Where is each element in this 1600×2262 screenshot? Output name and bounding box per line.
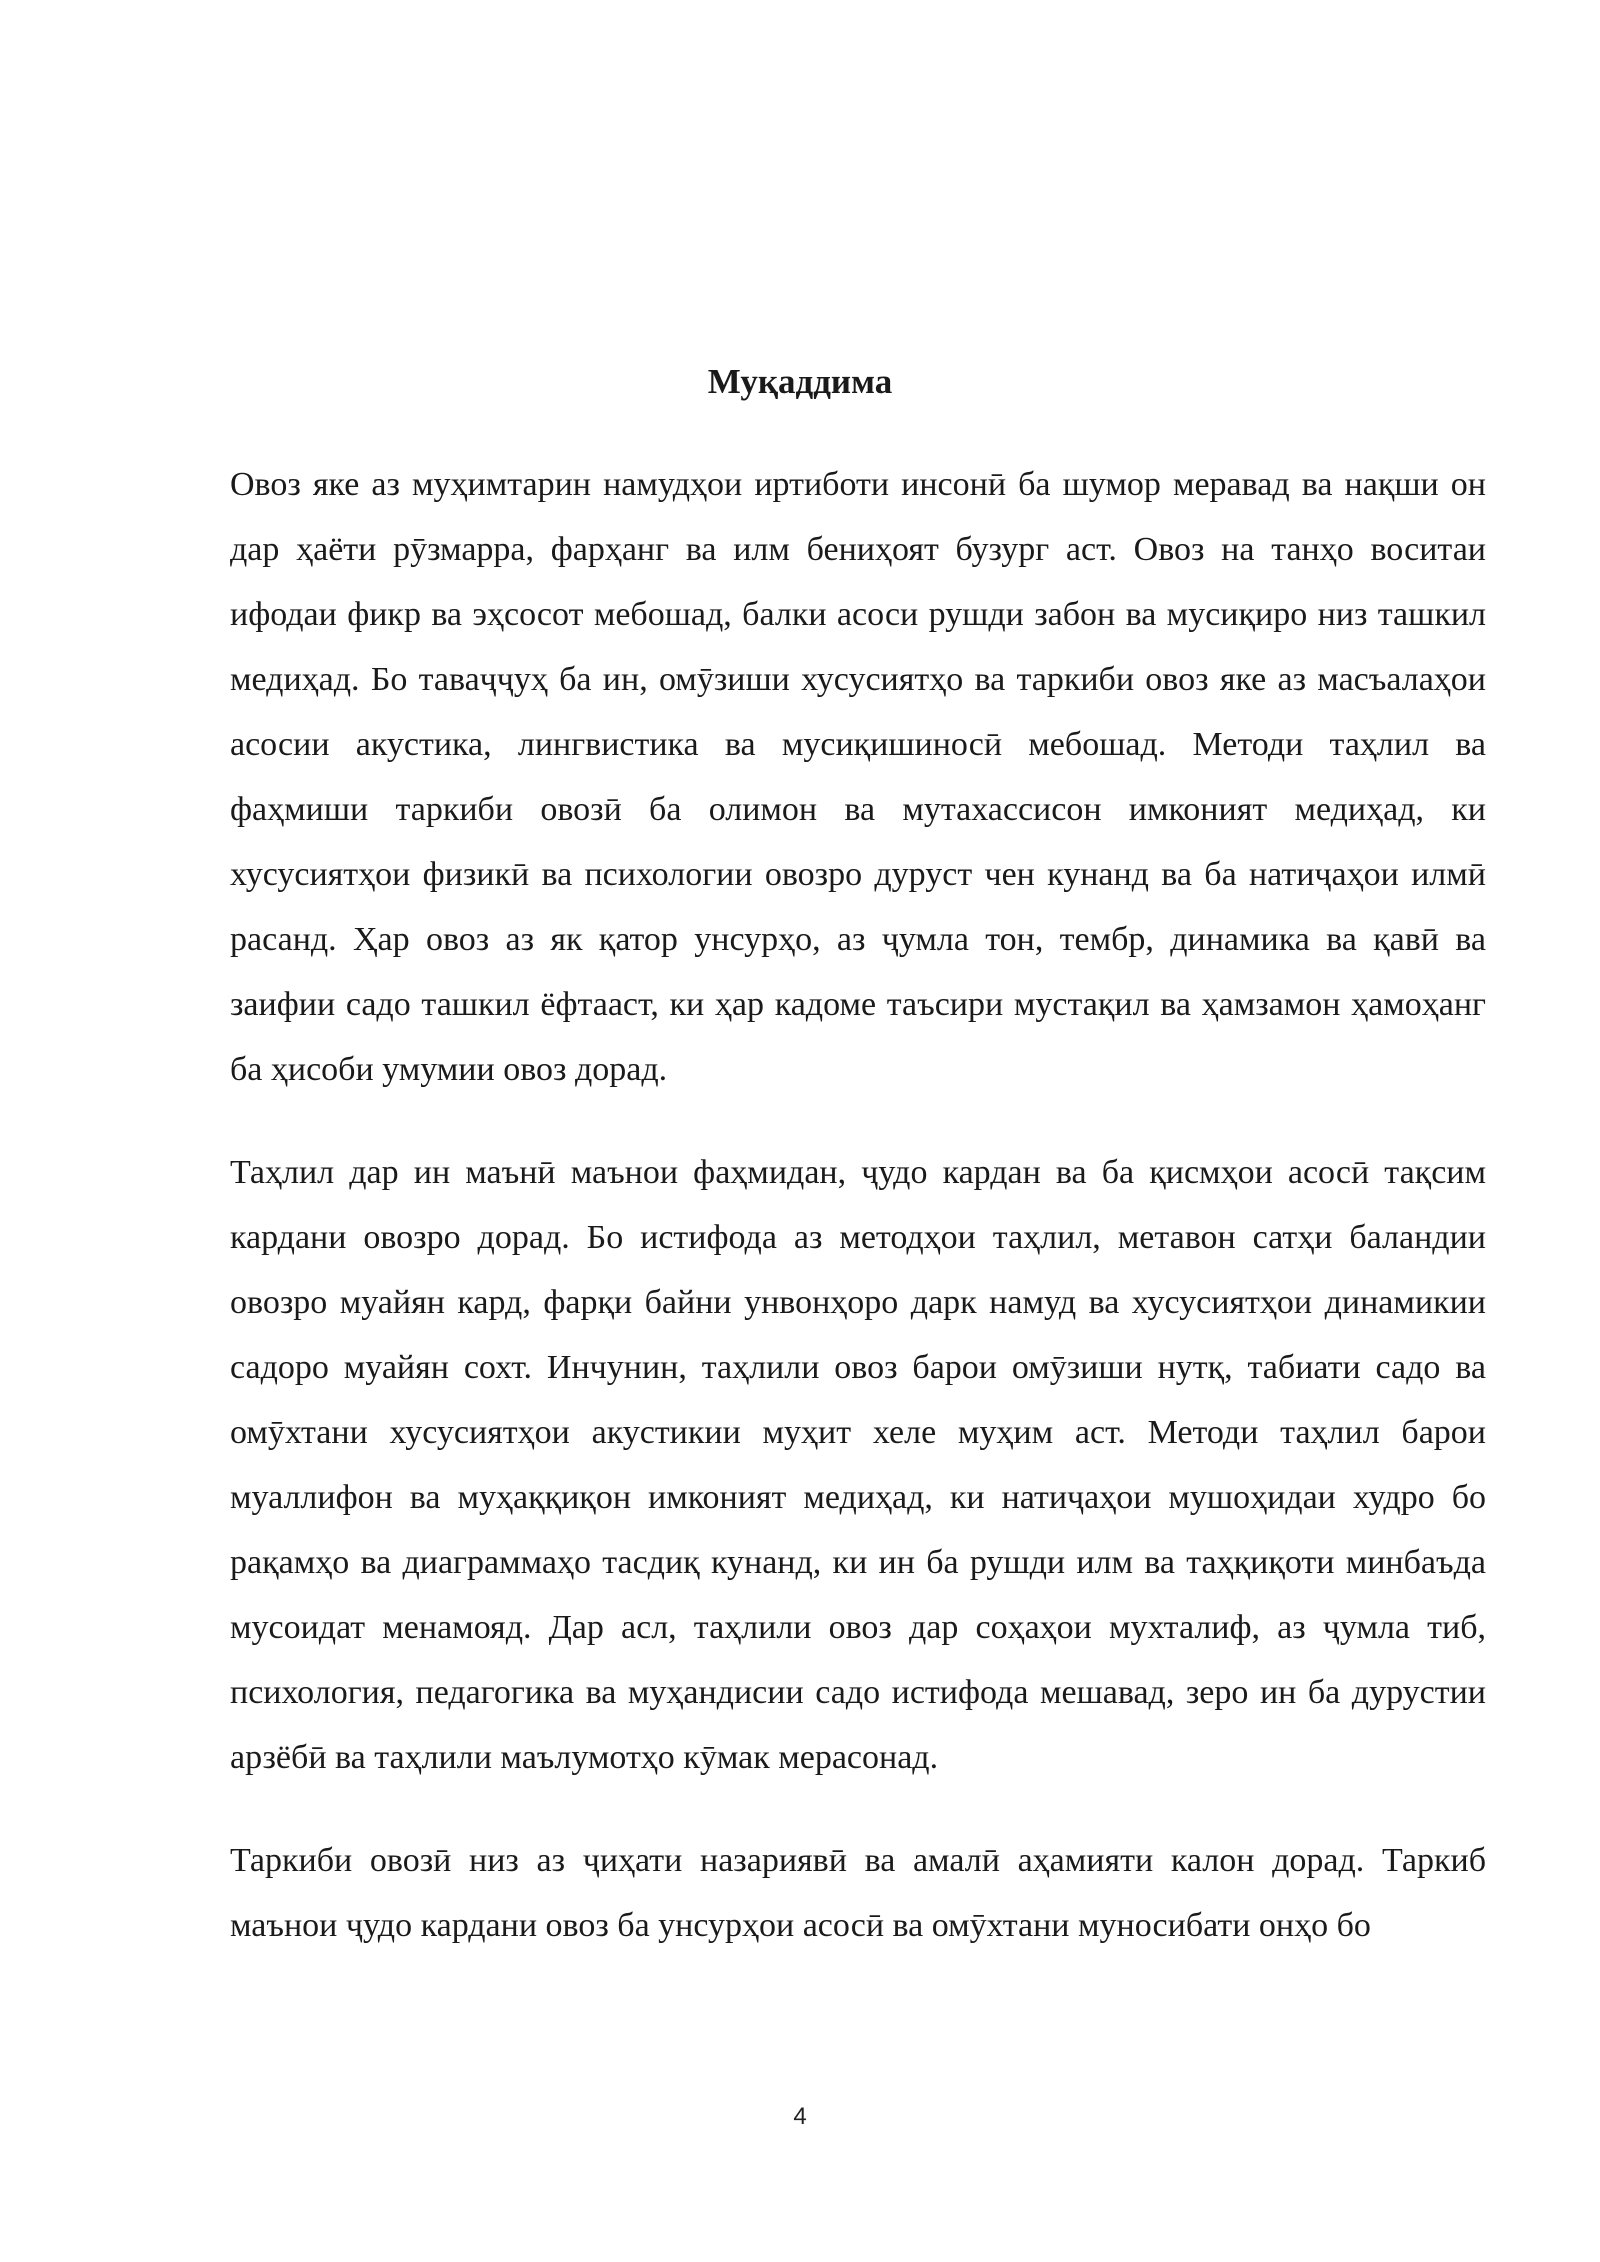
paragraph-1: Овоз яке аз муҳимтарин намудҳои иртиботи инсонӣ ба шумор меравад ва нақши он дар ҳаёти рӯзмарра, фарҳанг ва илм бениҳоят бузург аст. Овоз на танҳо воситаи ифодаи фикр ва эҳсосот мебошад, балки асоси рушди забон ва мусиқиро низ ташкил медиҳад. Бо таваҷҷуҳ ба ин, омӯзиши хусусиятҳо ва таркиби овоз яке аз масъалаҳои асосии акустика, лингвистика ва мусиқишиносӣ мебошад. Методи таҳлил ва фаҳмиши таркиби овозӣ ба олимон ва мутахассисон имконият медиҳад, ки хусусиятҳои физикӣ ва психологии овозро дуруст чен кунанд ва ба натиҷаҳои илмӣ расанд. Ҳар овоз аз як қатор унсурҳо, аз ҷумла тон, тембр, динамика ва қавӣ ва заифии садо ташкил ёфтааст, ки ҳар кадоме таъсири мустақил ва ҳамзамон ҳамоҳанг ба ҳисоби умумии овоз дорад. bbox=[230, 466, 1486, 1088]
page-number: 4 bbox=[793, 2103, 807, 2130]
paragraph-2: Таҳлил дар ин маънӣ маънои фаҳмидан, ҷудо кардан ва ба қисмҳои асосӣ тақсим кардани овозро дорад. Бо истифода аз методҳои таҳлил, метавон сатҳи баландии овозро муайян кард, фарқи байни унвонҳоро дарк намуд ва хусусиятҳои динамикии садоро муайян сохт. Инчунин, таҳлили овоз барои омӯзиши нутқ, табиати садо ва омӯхтани хусусиятҳои акустикии муҳит хеле муҳим аст. Методи таҳлил барои муаллифон ва муҳаққиқон имконият медиҳад, ки натиҷаҳои мушоҳидаи худро бо рақамҳо ва диаграммаҳо тасдиқ кунанд, ки ин ба рушди илм ва таҳқиқоти минбаъда мусоидат менамояд. Дар асл, таҳлили овоз дар соҳаҳои мухталиф, аз ҷумла тиб, психология, педагогика ва муҳандисии садо истифода мешавад, зеро ин ба дурустии арзёбӣ ва таҳлили маълумотҳо кӯмак мерасонад. bbox=[230, 1154, 1486, 1776]
page-title: Муқаддима bbox=[707, 362, 893, 401]
document-body bbox=[230, 452, 1486, 1996]
paragraph-3: Таркиби овозӣ низ аз ҷиҳати назариявӣ ва амалӣ аҳамияти калон дорад. Таркиб маънои ҷудо кардани овоз ба унсурҳои асосӣ ва омӯхтани муносибати онҳо бо bbox=[230, 1842, 1486, 1944]
